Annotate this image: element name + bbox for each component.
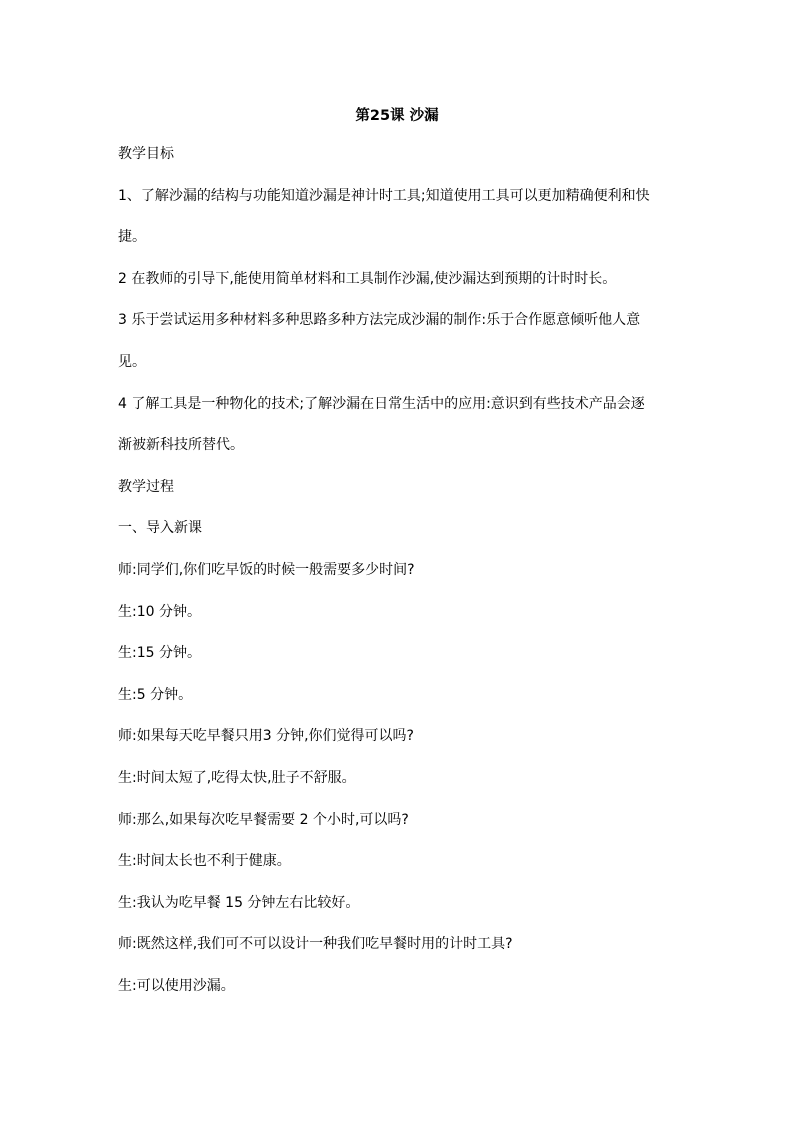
goal-2: 2 在教师的引导下,能使用简单材料和工具制作沙漏,使沙漏达到预期的计时时长。	[118, 270, 617, 287]
dialogue-line: 生:我认为吃早餐 15 分钟左右比较好。	[118, 894, 360, 911]
dialogue-line: 生:10 分钟。	[118, 603, 201, 620]
goal-3-line-1: 3 乐于尝试运用多种材料多种思路多种方法完成沙漏的制作:乐于合作愿意倾听他人意	[118, 312, 641, 329]
section-introduction: 一、导入新课	[118, 520, 202, 537]
lesson-title: 第25课 沙漏	[355, 108, 439, 124]
heading-teaching-goals: 教学目标	[118, 146, 174, 162]
heading-teaching-process: 教学过程	[118, 478, 174, 495]
dialogue-line: 师:如果每天吃早餐只用3 分钟,你们觉得可以吗?	[118, 728, 414, 745]
goal-4-line-2: 渐被新科技所替代。	[118, 437, 244, 454]
goal-3-line-2: 见。	[118, 353, 146, 370]
document-body	[118, 145, 678, 1018]
dialogue-line: 师:既然这样,我们可不可以设计一种我们吃早餐时用的计时工具?	[118, 936, 513, 953]
dialogue-line: 生:5 分钟。	[118, 686, 193, 703]
goal-1-line-1: 1、了解沙漏的结构与功能知道沙漏是神计时工具;知道使用工具可以更加精确便利和快	[118, 187, 650, 204]
dialogue-line: 生:可以使用沙漏。	[118, 977, 235, 994]
goal-1-line-2: 捷。	[118, 229, 146, 246]
dialogue-line: 师:那么,如果每次吃早餐需要 2 个小时,可以吗?	[118, 811, 409, 828]
dialogue-line: 师:同学们,你们吃早饭的时候一般需要多少时间?	[118, 561, 415, 578]
dialogue-line: 生:15 分钟。	[118, 645, 201, 662]
dialogue-line: 生:时间太短了,吃得太快,肚子不舒服。	[118, 769, 356, 786]
dialogue-line: 生:时间太长也不利于健康。	[118, 853, 291, 870]
goal-4-line-1: 4 了解工具是一种物化的技术;了解沙漏在日常生活中的应用:意识到有些技术产品会逐	[118, 395, 645, 412]
